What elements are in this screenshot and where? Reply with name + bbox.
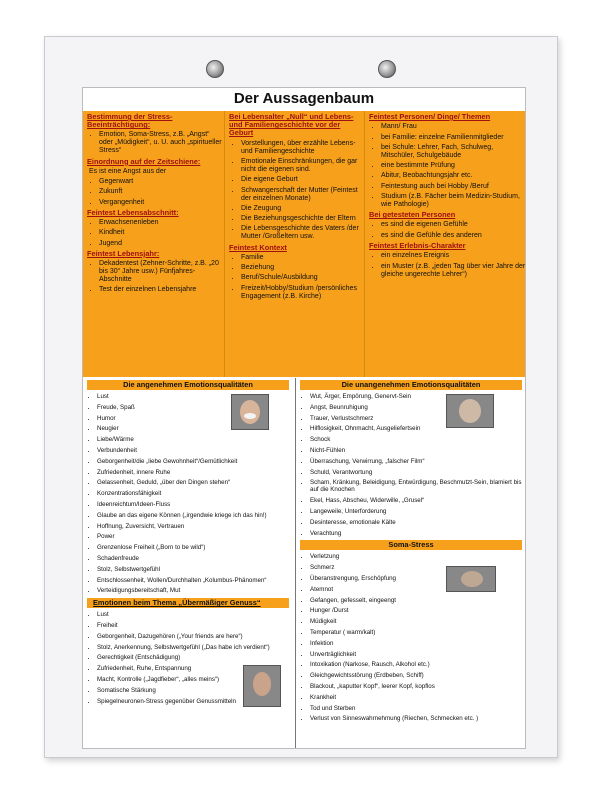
list-item: • Atemnot [310,586,526,593]
list-item: • Die Lebensgeschichte des Vaters /der Mutter /Großeltern usw. [241,225,363,241]
list-item: • Emotion, Soma-Stress, z.B. „Angst“ oder „Müdigkeit“, u. U. auch „spiritueller Stress“ [99,131,222,155]
list-item: • Wut, Ärger, Empörung, Genervt-Sein [310,393,526,400]
info-sheet [82,87,526,749]
heading-personen-dinge: Feintest Personen/ Dinge/ Themen [369,112,491,121]
laughing-woman-photo [231,394,269,430]
heading-lebensalter-null: Bei Lebensalter „Null“ und Lebens- und Familiengeschichte vor der Geburt [229,112,354,138]
list-item: • Freizeit/Hobby/Studium /persönliches Engagement (z.B. Kirche) [241,285,363,301]
exhausted-person-photo [446,566,496,592]
zeitschiene-intro: Es ist eine Angst aus der [89,167,167,175]
list-item: • Erwachsenenleben [99,219,222,227]
list-item: • Feintestung auch bei Hobby /Beruf [381,183,526,191]
list-item: • ein einzelnes Ereignis [381,252,526,260]
list-item: • Somatische Stärkung [97,687,293,694]
unpleasant-header: Die unangenehmen Emotionsqualitäten [300,380,522,390]
list-item: • Neugier [97,425,293,432]
list-erlebnis-charakter [365,252,526,278]
list-item: • Schwangerschaft der Mutter (Feintest der einzelnen Monate) [241,187,363,203]
list-item: • Emotionale Einschränkungen, die gar nicht die eigenen sind. [241,158,363,174]
list-item: • Blackout, „kaputter Kopf“, leerer Kopf, kopflos [310,683,526,690]
list-item: • Geborgenheit, Dazugehören („Your friends are here“) [97,633,293,640]
list-item: • Gegenwart [99,178,222,186]
list-item: • Beziehung [241,264,363,272]
list-item: • Studium (z.B. Fächer beim Medizin-Studium, wie Pathologie) [381,193,526,209]
list-item: • Nicht-Fühlen [310,447,526,454]
list-item: • Hoffnung, Zuversicht, Vertrauen [97,523,293,530]
column-angenehme-emotionen [83,378,293,748]
heading-lebensabschnitt: Feintest Lebensabschnitt: [87,207,179,217]
list-item: • Die Zeugung [241,205,363,213]
list-item: • Freiheit [97,622,293,629]
list-item: • bei Schule: Lehrer, Fach, Schulweg, Mitschüler, Schulgebäude [381,144,526,160]
list-item: • Infektion [310,640,526,647]
list-item: • Verachtung [310,530,526,537]
list-item: • Überanstrengung, Erschöpfung [310,575,526,582]
lower-section [83,378,525,748]
list-bestimmung [83,131,222,155]
list-item: • Konzentrationsfähigkeit [97,490,293,497]
list-item: • Krankheit [310,694,526,701]
list-item: • Gerechtigkeit (Entschädigung) [97,654,293,661]
list-item: • es sind die eigenen Gefühle [381,221,526,229]
list-item: • Power [97,533,293,540]
list-item: • Beruf/Schule/Ausbildung [241,274,363,282]
list-item: • Ekel, Hass, Abscheu, Widerwille, „Grusel“ [310,497,526,504]
list-item: • Spiegelneuronen-Stress gegenüber Genussmitteln [97,698,293,705]
list-item: • Hunger /Durst [310,607,526,614]
list-item: • Jugend [99,240,222,248]
heading-bestimmung: Bestimmung der Stress-Beeinträchtigung: [87,112,173,130]
list-item: • Ideenreichtum/Ideen-Fluss [97,501,293,508]
list-lebensjahr [83,260,222,294]
list-item: • Intoxikation (Narkose, Rausch, Alkohol etc.) [310,661,526,668]
list-item: • Verletzung [310,553,526,560]
list-item: • Freude, Spaß [97,404,293,411]
list-item: • Unverträglichkeit [310,651,526,658]
heading-getestete-personen: Bei getesteten Personen [369,210,456,220]
heading-zeitschiene: Einordnung auf der Zeitschiene: [87,156,201,166]
list-item: • eine bestimmte Prüfung [381,162,526,170]
list-item: • Lust [97,393,293,400]
upper-section [83,111,525,377]
list-item: • Liebe/Wärme [97,436,293,443]
heading-lebensjahr: Feintest Lebensjahr: [87,248,160,258]
list-item: • Die eigene Geburt [241,176,363,184]
list-item: • Verlust von Sinneswahrnehmung (Riechen, Schmecken etc. ) [310,715,526,722]
list-item: • Entschlossenheit, Wollen/Durchhalten „Kolumbus-Phänomen“ [97,577,293,584]
list-item: • Zufriedenheit, Ruhe, Entspannung [97,665,293,672]
list-item: • Lust [97,611,293,618]
list-item: • Vorstellungen, über erzählte Lebens- und Familiengeschichte [241,140,363,156]
column-unangenehme-emotionen [295,378,526,748]
list-item: • Vergangenheit [99,199,222,207]
list-item: • bei Familie: einzelne Familienmitglieder [381,134,526,142]
column-personen-dinge [364,111,526,377]
list-item: • Trauer, Verlustschmerz [310,415,526,422]
heading-kontext: Feintest Kontext [229,242,287,252]
list-item: • Geborgenheit/die „liebe Gewohnheit“/Gemütlichkeit [97,458,293,465]
heading-erlebnis-charakter: Feintest Erlebnis-Charakter [369,241,466,251]
list-item: • Stolz, Anerkennung, Selbstwertgefühl („Das habe ich verdient“) [97,644,293,651]
column-stress-bestimmung [83,111,222,377]
drinking-man-photo [243,665,281,707]
list-item: • Stolz, Selbstwertgefühl [97,566,293,573]
list-item: • Gelassenheit, Geduld, „über den Dingen stehen“ [97,479,293,486]
list-item: • Humor [97,415,293,422]
list-lebensalter-null [225,140,363,242]
list-item: • Desinteresse, emotionale Kälte [310,519,526,526]
genuss-header: Emotionen beim Thema „Übermäßiger Genuss“ [87,598,289,608]
list-item: • Macht, Kontrolle („Jagdfieber“, „alles meins“) [97,676,293,683]
list-zeitschiene [83,178,222,207]
soma-header: Soma-Stress [300,540,522,550]
list-item: • Gefangen, gefesselt, eingeengt [310,597,526,604]
list-item: • Gleichgewichtsstörung (Erdbeben, Schiff) [310,672,526,679]
list-item: • Familie [241,254,363,262]
distressed-person-photo [446,394,494,428]
list-item: • Zukunft [99,188,222,196]
list-kontext [225,254,363,301]
list-item: • Zufriedenheit, innere Ruhe [97,469,293,476]
list-item: • Schmerz [310,564,526,571]
clipboard-rivet-left [206,60,224,78]
list-lebensabschnitt [83,219,222,248]
list-item: • es sind die Gefühle des anderen [381,232,526,240]
pleasant-header: Die angenehmen Emotionsqualitäten [87,380,289,390]
list-item: • Tod und Sterben [310,705,526,712]
list-item: • Schadenfreude [97,555,293,562]
list-item: • ein Muster (z.B. „jeden Tag über vier Jahre der gleiche ungerechte Lehrer“) [381,263,526,279]
list-item: • Müdigkeit [310,618,526,625]
list-item: • Überraschung, Verwirrung, „falscher Film“ [310,458,526,465]
column-lebensalter-null [224,111,363,377]
list-getestete-personen [365,221,526,239]
list-item: • Glaube an das eigene Können („irgendwie kriege ich das hin!) [97,512,293,519]
list-item: • Die Beziehungsgeschichte der Eltern [241,215,363,223]
list-item: • Langeweile, Unterforderung [310,508,526,515]
list-item: • Angst, Beunruhigung [310,404,526,411]
list-item: • Test der einzelnen Lebensjahre [99,286,222,294]
list-item: • Grenzenlose Freiheit („Born to be wild“) [97,544,293,551]
list-item: • Verteidigungsbereitschaft, Mut [97,587,293,594]
list-item: • Mann/ Frau [381,123,526,131]
list-item: • Kindheit [99,229,222,237]
list-item: • Scham, Kränkung, Beleidigung, Entwürdigung, Beschmutzt-Sein, blamiert bis auf die Knochen [310,479,526,493]
list-item: • Abitur, Beobachtungsjahr etc. [381,172,526,180]
list-item: • Dekadentest (Zehner-Schritte, z.B. „20 bis 30“ Jahre usw.) Fünfjahres-Abschnitte [99,260,222,284]
list-item: • Hilflosigkeit, Ohnmacht, Ausgeliefertsein [310,425,526,432]
list-item: • Schock [310,436,526,443]
page-title: Der Aussagenbaum [233,90,375,107]
list-item: • Verbundenheit [97,447,293,454]
list-item: • Schuld, Verantwortung [310,469,526,476]
list-personen-dinge [365,123,526,209]
list-item: • Temperatur ( warm/kalt) [310,629,526,636]
clipboard-rivet-right [378,60,396,78]
